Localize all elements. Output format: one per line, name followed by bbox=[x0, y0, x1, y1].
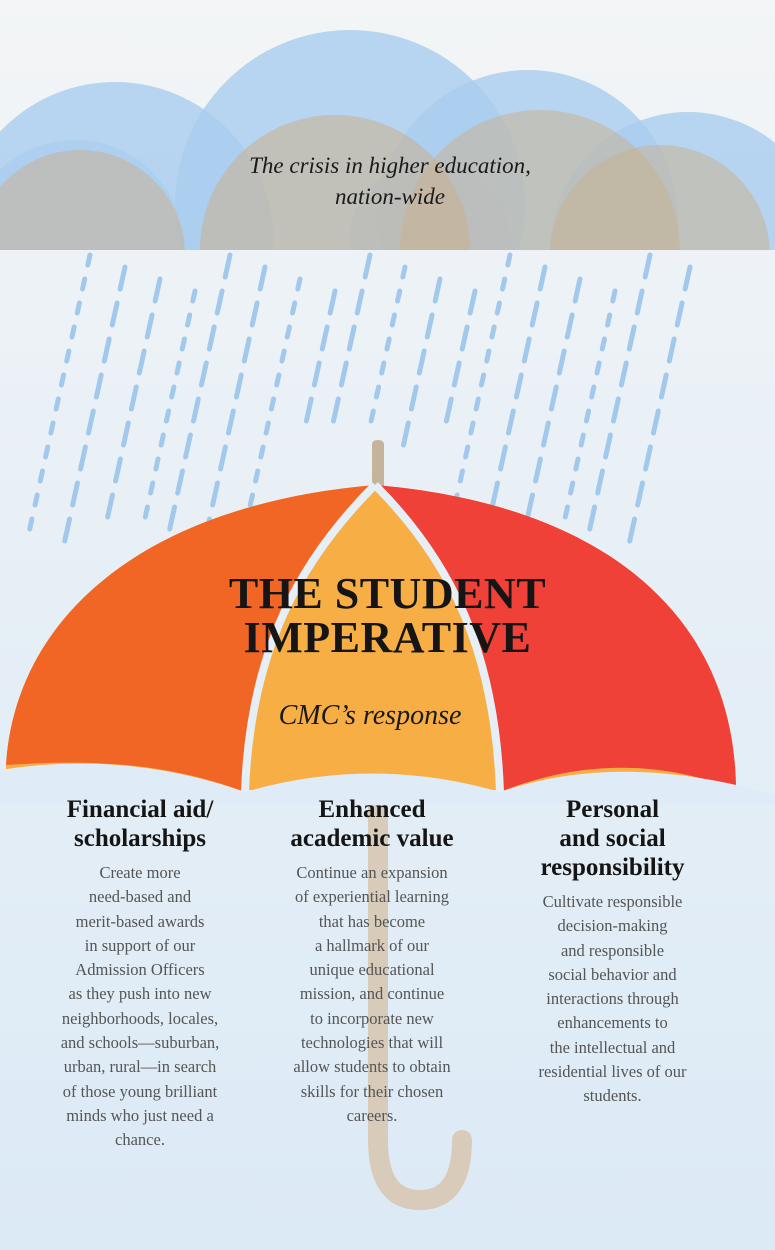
body-line: chance. bbox=[115, 1130, 165, 1150]
raindrop bbox=[333, 399, 338, 421]
raindrop bbox=[411, 387, 416, 409]
raindrop bbox=[669, 339, 674, 361]
raindrop bbox=[598, 471, 603, 493]
body-line: that has become bbox=[318, 911, 426, 931]
body-line: in support of our bbox=[84, 935, 196, 955]
raindrop bbox=[104, 339, 109, 361]
body-line: and responsible bbox=[560, 940, 665, 960]
column-academic-value bbox=[252, 795, 492, 1128]
heading-line: academic value bbox=[290, 825, 454, 852]
raindrop bbox=[567, 315, 572, 337]
body-line: of experiential learning bbox=[295, 887, 449, 907]
raindrop bbox=[581, 435, 583, 445]
raindrop bbox=[287, 327, 289, 337]
raindrop bbox=[427, 315, 432, 337]
body-line: Cultivate responsible bbox=[542, 892, 683, 911]
raindrop bbox=[217, 291, 222, 313]
raindrop bbox=[661, 375, 666, 397]
raindrop bbox=[83, 279, 85, 289]
raindrop bbox=[314, 363, 319, 385]
raindrop bbox=[298, 279, 300, 289]
raindrop bbox=[166, 411, 168, 421]
raindrop bbox=[161, 435, 163, 445]
raindrop bbox=[170, 507, 175, 529]
raindrop bbox=[602, 339, 604, 349]
body-line: and schools—suburban, bbox=[60, 1033, 220, 1053]
body-line: the intellectual and bbox=[549, 1037, 676, 1057]
raindrop bbox=[685, 267, 690, 289]
raindrop bbox=[516, 375, 521, 397]
umbrella-title bbox=[140, 569, 635, 662]
body-line: Create more bbox=[99, 863, 181, 882]
raindrop bbox=[151, 483, 153, 493]
body-line: allow students to obtain bbox=[293, 1057, 451, 1077]
raindrop bbox=[543, 423, 548, 445]
raindrop bbox=[261, 447, 263, 457]
raindrop bbox=[454, 363, 459, 385]
heading-line: Enhanced bbox=[318, 796, 426, 823]
raindrop bbox=[586, 411, 588, 421]
raindrop bbox=[637, 291, 642, 313]
raindrop bbox=[503, 279, 505, 289]
raindrop bbox=[471, 423, 473, 433]
raindrop bbox=[186, 435, 191, 457]
body-line: social behavior and bbox=[548, 964, 677, 984]
raindrop bbox=[236, 375, 241, 397]
raindrop bbox=[182, 339, 184, 349]
raindrop bbox=[435, 279, 440, 301]
body-line: decision-making bbox=[557, 916, 668, 936]
column-body bbox=[252, 861, 492, 1128]
raindrop bbox=[621, 363, 626, 385]
cloud-caption bbox=[150, 150, 630, 212]
raindrop bbox=[225, 255, 230, 277]
raindrop bbox=[571, 483, 573, 493]
raindrop bbox=[96, 375, 101, 397]
raindrop bbox=[508, 255, 510, 265]
raindrop bbox=[403, 267, 405, 277]
raindrop bbox=[35, 495, 37, 505]
raindrop bbox=[155, 279, 160, 301]
raindrop bbox=[638, 483, 643, 505]
column-heading bbox=[20, 795, 260, 853]
raindrop bbox=[597, 363, 599, 373]
raindrop bbox=[322, 327, 327, 349]
body-line: students. bbox=[583, 1086, 642, 1106]
raindrop bbox=[51, 423, 53, 433]
raindrop bbox=[188, 315, 190, 325]
raindrop bbox=[73, 483, 78, 505]
raindrop bbox=[201, 363, 206, 385]
umbrella-subtitle: CMC’s response bbox=[278, 700, 462, 731]
column-personal-responsibility bbox=[495, 795, 730, 1109]
body-line: enhancements to bbox=[557, 1013, 668, 1033]
body-line: Admission Officers bbox=[75, 960, 205, 980]
raindrop bbox=[576, 459, 578, 469]
raindrop bbox=[172, 387, 174, 397]
body-line: neighborhoods, locales, bbox=[61, 1008, 219, 1028]
cloud-caption-line-2: nation-wide bbox=[335, 184, 445, 209]
raindrop bbox=[193, 399, 198, 421]
raindrop bbox=[398, 291, 400, 301]
raindrop bbox=[213, 483, 218, 505]
raindrop bbox=[349, 327, 354, 349]
raindrop bbox=[65, 519, 70, 541]
raindrop bbox=[357, 291, 362, 313]
raindrop bbox=[493, 483, 498, 505]
body-line: merit-based awards bbox=[75, 911, 205, 931]
raindrop bbox=[371, 411, 373, 421]
raindrop bbox=[487, 351, 489, 361]
raindrop bbox=[645, 255, 650, 277]
raindrop bbox=[559, 351, 564, 373]
raindrop bbox=[108, 495, 113, 517]
raindrop bbox=[376, 387, 378, 397]
raindrop bbox=[613, 399, 618, 421]
raindrop bbox=[524, 339, 529, 361]
heading-line: scholarships bbox=[74, 825, 206, 852]
raindrop bbox=[492, 327, 494, 337]
raindrop bbox=[244, 339, 249, 361]
raindrop bbox=[608, 315, 610, 325]
column-heading bbox=[252, 795, 492, 853]
raindrop bbox=[481, 375, 483, 385]
raindrop bbox=[277, 375, 279, 385]
raindrop bbox=[470, 291, 475, 313]
raindrop bbox=[156, 459, 158, 469]
raindrop bbox=[590, 507, 595, 529]
column-heading bbox=[495, 795, 730, 882]
raindrop bbox=[67, 351, 69, 361]
raindrop bbox=[466, 447, 468, 457]
raindrop bbox=[365, 255, 370, 277]
raindrop bbox=[40, 471, 42, 481]
raindrop bbox=[293, 303, 295, 313]
heading-line: and social bbox=[559, 825, 666, 852]
raindrop bbox=[250, 495, 252, 505]
raindrop bbox=[123, 423, 128, 445]
raindrop bbox=[330, 291, 335, 313]
body-line: as they push into new bbox=[68, 984, 212, 1004]
raindrop bbox=[341, 363, 346, 385]
raindrop bbox=[476, 399, 478, 409]
raindrop bbox=[209, 327, 214, 349]
raindrop bbox=[271, 399, 273, 409]
raindrop bbox=[147, 315, 152, 337]
raindrop bbox=[88, 255, 90, 265]
raindrop bbox=[252, 303, 257, 325]
column-body bbox=[20, 861, 260, 1153]
heading-line: Personal bbox=[565, 796, 660, 823]
raindrop bbox=[260, 267, 265, 289]
raindrop bbox=[501, 447, 506, 469]
raindrop bbox=[540, 267, 545, 289]
raindrop bbox=[382, 363, 384, 373]
raindrop bbox=[306, 399, 311, 421]
raindrop bbox=[630, 519, 635, 541]
raindrop bbox=[177, 363, 179, 373]
raindrop bbox=[88, 411, 93, 433]
body-line: technologies that will bbox=[300, 1033, 444, 1053]
heading-line: Financial aid/ bbox=[66, 796, 214, 823]
raindrop bbox=[592, 387, 594, 397]
raindrop bbox=[403, 423, 408, 445]
raindrop bbox=[81, 447, 86, 469]
raindrop bbox=[387, 339, 389, 349]
raindrop bbox=[460, 471, 462, 481]
body-line: residential lives of our bbox=[538, 1062, 687, 1082]
raindrop bbox=[193, 291, 195, 301]
raindrop bbox=[606, 435, 611, 457]
raindrop bbox=[139, 351, 144, 373]
raindrop bbox=[462, 327, 467, 349]
raindrop bbox=[677, 303, 682, 325]
raindrop bbox=[77, 303, 79, 313]
raindrop bbox=[646, 447, 651, 469]
raindrop bbox=[56, 399, 58, 409]
raindrop bbox=[120, 267, 125, 289]
raindrop bbox=[145, 507, 147, 517]
raindrop bbox=[46, 447, 48, 457]
raindrop bbox=[419, 351, 424, 373]
title-line-1: THE STUDENT bbox=[228, 569, 547, 618]
title-line-2: IMPERATIVE bbox=[243, 613, 532, 662]
raindrop bbox=[629, 327, 634, 349]
raindrop bbox=[508, 411, 513, 433]
cloud-caption-line-1: The crisis in higher education, bbox=[249, 153, 531, 178]
column-financial-aid bbox=[20, 795, 260, 1153]
raindrop bbox=[528, 495, 533, 517]
raindrop bbox=[30, 519, 32, 529]
raindrop bbox=[536, 459, 541, 481]
raindrop bbox=[565, 507, 567, 517]
raindrop bbox=[497, 303, 499, 313]
body-line: urban, rural—in search bbox=[63, 1057, 217, 1077]
body-line: to incorporate new bbox=[310, 1008, 434, 1028]
raindrop bbox=[116, 459, 121, 481]
body-line: mission, and continue bbox=[299, 984, 445, 1004]
raindrop bbox=[613, 291, 615, 301]
raindrop bbox=[532, 303, 537, 325]
body-line: unique educational bbox=[309, 960, 435, 980]
raindrop bbox=[61, 375, 63, 385]
raindrop bbox=[446, 399, 451, 421]
raindrop bbox=[72, 327, 74, 337]
raindrop bbox=[551, 387, 556, 409]
raindrop bbox=[575, 279, 580, 301]
raindrop bbox=[131, 387, 136, 409]
raindrop bbox=[256, 471, 258, 481]
body-line: careers. bbox=[346, 1105, 398, 1125]
raindrop bbox=[221, 447, 226, 469]
raindrop bbox=[112, 303, 117, 325]
raindrop bbox=[653, 411, 658, 433]
raindrop bbox=[178, 471, 183, 493]
body-line: a hallmark of our bbox=[314, 935, 430, 955]
body-line: minds who just need a bbox=[66, 1105, 214, 1125]
body-line: interactions through bbox=[546, 989, 679, 1009]
raindrop bbox=[282, 351, 284, 361]
column-body bbox=[495, 890, 730, 1109]
body-line: of those young brilliant bbox=[62, 1081, 218, 1101]
raindrop bbox=[228, 411, 233, 433]
heading-line: responsibility bbox=[540, 854, 685, 881]
raindrop bbox=[392, 315, 394, 325]
body-line: skills for their chosen bbox=[300, 1081, 444, 1101]
body-line: Continue an expansion bbox=[296, 863, 448, 882]
raindrop bbox=[266, 423, 268, 433]
body-line: need-based and bbox=[88, 887, 192, 907]
